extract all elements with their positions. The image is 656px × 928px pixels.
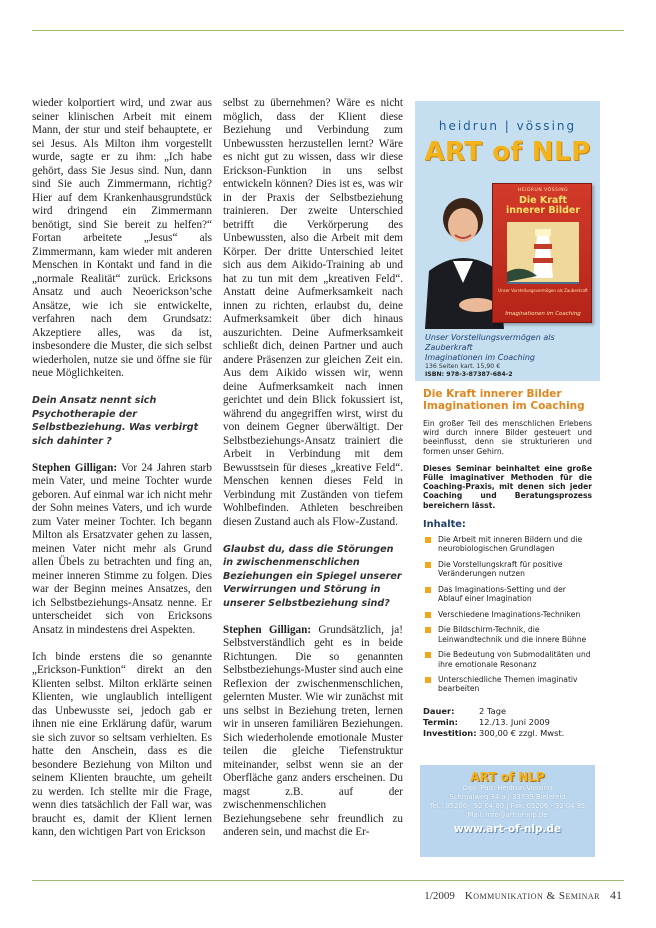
- text-column-2: [223, 97, 403, 840]
- fact-row: [423, 706, 592, 717]
- answer-text: Grundsätzlich, ja! Selbstverständlich geht es in beide Richtungen. Die so genannten Selbstbeziehungs-Muster sind auch eine Reflexion der zwischenmenschlichen, gelernten Muster. Wie wir zunächst mit uns selbst in Beziehung treten, lernen wir in unseren familiären Beziehungen. Sich wiederholende emotionale Muster teilen die gleiche Tiefenstruktur miteinander, selbst wenn sie an der Oberfläche ganz anders erscheinen. Du magst z.B. auf der zwischenmenschlichen Beziehungsebene sehr freundlich zu anderen sein, und machst die Er-: [223, 623, 403, 838]
- magazine-name: Kommunikation & Seminar: [464, 890, 600, 902]
- contents-title: Inhalte:: [423, 518, 466, 530]
- list-item: [423, 625, 592, 643]
- fact-label: Termin:: [423, 716, 458, 727]
- book-title-line: Die Kraft: [518, 195, 568, 206]
- seminar-intro: Ein großer Teil des menschlichen Erlebens wird durch innere Bilder gesteuert und beeinflusst, denn sie strukturieren und formen unser Gehirn.: [423, 419, 592, 456]
- issue-number: 1/2009: [424, 890, 455, 902]
- seminar-facts: [423, 706, 592, 739]
- ad-brand-logo: ART of NLP: [424, 137, 591, 167]
- book-cover: [492, 183, 592, 323]
- bullet-square-icon: [425, 562, 431, 568]
- list-item: [423, 535, 592, 553]
- headline-line: Imaginationen im Coaching: [423, 399, 585, 412]
- contact-brand-logo: ART of NLP: [470, 770, 545, 784]
- interview-question: Dein Ansatz nennt sich Psychotherapie der Selbstbeziehung. Was verbirgt sich dahinter ?: [32, 395, 199, 447]
- list-item-text: Die Arbeit mit inneren Bildern und die neurobiologischen Grundlagen: [438, 535, 583, 554]
- paragraph: [223, 624, 403, 840]
- fact-label: Dauer:: [423, 705, 455, 716]
- fact-value: 300,00 € zzgl. Mwst.: [479, 727, 565, 738]
- list-item-text: Die Vorstellungskraft für positive Veränderungen nutzen: [438, 559, 563, 579]
- book-footer: Imaginationen im Coaching: [505, 311, 581, 317]
- headline-line: Die Kraft innerer Bilder: [423, 388, 562, 400]
- answer-text: Vor 24 Jahren starb mein Vater, und meine Tochter wurde geboren. Auf einmal war ich nicht mehr der Sohn meines Vaters, und ich wurde zum Vater meiner Tochter. Ich begann Milton als Ersatzvater gehen zu lassen, meinen Vater nicht mehr als Grund allen Übels zu betrachten und fing an, meiner inneren Stimme zu folgen. Dies war der Beginn meines Ansatzes, den ich Selbstbeziehungs-Ansatz nenne. Er unterscheidet sich von Ericksons Ansatz in mindestens drei Aspekten.: [32, 461, 212, 636]
- caption-title: Unser Vorstellungsvermögen als Zauberkraft: [425, 333, 555, 352]
- text-column-1: [32, 97, 212, 840]
- fact-row: [423, 717, 592, 728]
- interview-question: Glaubst du, dass die Störungen in zwischenmenschlichen Beziehungen ein Spiegel unserer Verwirrungen und Störung in unserer Selbstbeziehung sind?: [223, 543, 402, 609]
- bullet-square-icon: [425, 677, 431, 683]
- lighthouse-illustration: [493, 184, 593, 324]
- advertisement: [415, 101, 600, 871]
- bottom-rule: [32, 880, 624, 881]
- book-title-line: innerer Bilder: [505, 205, 581, 216]
- bullet-square-icon: [425, 627, 431, 633]
- book-author: HEIDRUN VÖSSING: [517, 188, 569, 193]
- paragraph: selbst zu übernehmen? Wäre es nicht möglich, dass der Klient diese Beziehung und Verbindung zum Unbewussten herzustellen lernt? Wäre es nicht gut zu wissen, dass wir diese Erickson-Funktion in uns selbst entwickeln können? Dies ist es, was wir in der Praxis der Selbstbeziehung trainieren. Der zweite Unterschied betrifft die Verkörperung des Unbewussten, also die Arbeit mit dem Körper. Der dritte Unterschied leitet sich aus dem Aikido-Training ab und hat zu tun mit dem „kreativen Feld“. Anstatt deine Aufmerksamkeit nach innen zu richten, erlaubst du, deine Aufmerksamkeit über dich hinaus auszurichten. Deine Aufmerksamkeit schließt dich, deinen Partner und auch andere Präsenzen zur gleichen Zeit ein. Aus dem Aikido wissen wir, wenn deine Aufmerksamkeit nach innen gerichtet und dein Blick fokussiert ist, während du angegriffen wirst, wirst du von deinem Gegner überwältigt. Der Selbstbeziehungs-Ansatz trainiert die Arbeit in Verbindung mit dem Bewusstsein für dieses „kreative Feld“. Menschen kennen dieses Feld in Verbindung mit Zuständen von tiefem Wohlbefinden. Athleten beschreiben diesen Zustand auch als Flow-Zustand.: [223, 97, 403, 528]
- contact-box: [420, 765, 595, 857]
- bullet-square-icon: [425, 537, 431, 543]
- paragraph: Ich binde erstens die so genannte „Erickson-Funktion“ direkt an den Klienten selbst. Milton erklärte seinen Klienten, wie unglaublich intelligent das Unbewusste sei, jedoch gab er ihnen nie eine Erklärung dafür, warum sie sich zuvor so seltsam verhielten. Es hatte den Anschein, dass es die besondere Beziehung von Milton und seinem Klienten brauchte, um geheilt zu werden. Ich stellte mir die Frage, wenn dies tatsächlich der Fall war, was braucht es, damit der Klient lernen kann, den wichtigen Part von Erickson: [32, 650, 212, 838]
- list-item-text: Verschiedene Imaginations-Techniken: [438, 609, 581, 619]
- ad-body: [415, 381, 600, 739]
- paragraph: wieder kolportiert wird, und zwar aus seiner klinischen Arbeit mit einem Mann, der stur und steif behauptete, er sei Jesus. Als Milton ihm vorgestellt wurde, sagte er zu ihm: „Ich habe gehört, dass Sie Jesus sind. Nun, dann sind Sie auch Zimmermann, richtig? Hier auf dem Krankenhausgrundstück wird dringend ein Zimmermann benötigt, sind Sie bereit zu helfen?“ Fortan arbeitete „Jesus“ als Zimmermann, kam wieder mit anderen Menschen in Kontakt und fand in die „normale Realität“ zurück. Ericksons Ansatz und auch Neoerickson’sche Ansätze, wie ich sie entwickelte, verfahren nach dem Grundsatz: Akzeptiere alles, was da ist, insbesondere die Muster, die sich selbst wiederholen, nutze sie und öffne sie für neue Möglichkeiten.: [32, 97, 212, 379]
- contact-name: Dipl.-Päd. Heidrun Vössing: [462, 784, 553, 792]
- list-item-text: Die Bedeutung von Submodalitäten und ihre emotionale Resonanz: [438, 650, 591, 669]
- bullet-square-icon: [425, 612, 431, 618]
- paragraph: [32, 462, 212, 638]
- seminar-headline: [423, 389, 592, 412]
- fact-value: 12./13. Juni 2009: [479, 716, 550, 727]
- list-item: [423, 610, 592, 619]
- bullet-square-icon: [425, 652, 431, 658]
- list-item-text: Unterschiedliche Themen imaginativ bearbeiten: [438, 675, 578, 694]
- bullet-square-icon: [425, 587, 431, 593]
- list-item: [423, 560, 592, 578]
- caption-pages: 136 Seiten kart. 15,90 €: [425, 363, 501, 370]
- fact-value: 2 Tage: [479, 705, 507, 716]
- speaker-name: Stephen Gilligan:: [223, 623, 312, 636]
- top-rule: [32, 30, 624, 31]
- contact-address: Schmalweg 34 a | 33739 Bielefeld: [449, 793, 566, 801]
- contact-website: www.art-of-nlp.de: [453, 823, 562, 835]
- ad-header: [415, 101, 600, 381]
- page-number: 41: [610, 888, 622, 902]
- seminar-intro-bold: Dieses Seminar beinhaltet eine große Fülle imaginativer Methoden für die Coaching-Praxis, mit denen sich jeder Coaching und Beratungsprozess bereichern lässt.: [423, 463, 592, 510]
- book-caption: [425, 333, 595, 379]
- list-item-text: Das Imaginations-Setting und der Ablauf einer Imagination: [438, 584, 566, 604]
- list-item: [423, 675, 592, 693]
- list-item: [423, 585, 592, 603]
- ad-author-name: heidrun | vössing: [438, 119, 577, 133]
- contact-email: Mail: info@art-of-nlp.de: [467, 811, 548, 819]
- list-item-text: Die Bildschirm-Technik, die Leinwandtechnik und die innere Bühne: [438, 625, 587, 644]
- contents-list: [423, 535, 592, 694]
- contact-phone: Tel.: 05206 - 92 04 00 | Fax: 05206 - 92 04 95: [429, 802, 586, 810]
- list-item: [423, 650, 592, 668]
- fact-row: [423, 728, 592, 739]
- fact-label: Investition:: [423, 727, 477, 738]
- page-footer: [424, 888, 622, 903]
- speaker-name: Stephen Gilligan:: [32, 461, 118, 474]
- caption-isbn: ISBN: 978-3-87387-684-2: [425, 371, 513, 378]
- caption-subtitle: Imaginationen im Coaching: [425, 353, 535, 362]
- book-subtitle: Unser Vorstellungsvermögen als Zauberkraft: [498, 288, 588, 293]
